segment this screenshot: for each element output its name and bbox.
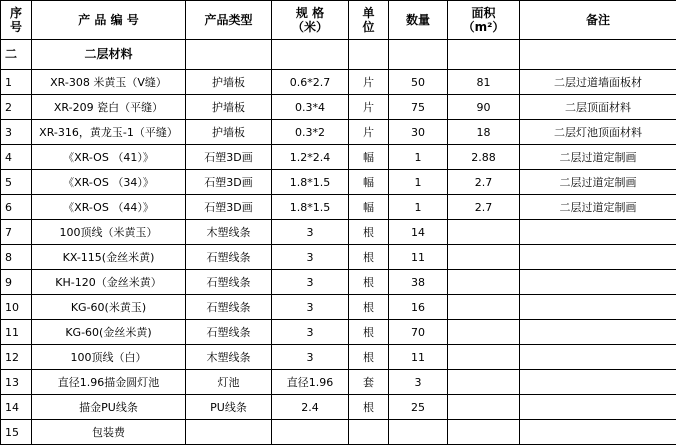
cell-quantity: 1 (389, 145, 448, 170)
cell-unit: 片 (349, 70, 389, 95)
cell-product-code: 100顶线（白） (32, 345, 186, 370)
header-spec: 规 格 （米） (272, 1, 349, 40)
cell-product-type: 灯池 (186, 370, 272, 395)
cell-quantity: 30 (389, 120, 448, 145)
cell-product-code: 直径1.96描金圆灯池 (32, 370, 186, 395)
cell-unit: 根 (349, 320, 389, 345)
cell-product-code: 《XR-OS （44）》 (32, 195, 186, 220)
cell-area (448, 395, 520, 420)
table-row (1, 345, 676, 370)
section-row (1, 40, 676, 70)
cell-unit: 根 (349, 345, 389, 370)
table-row (1, 245, 676, 270)
table-row (1, 95, 676, 120)
header-area: 面积 （m²） (448, 1, 520, 40)
cell-remark (520, 270, 676, 295)
cell-product-code: 包装费 (32, 420, 186, 445)
cell-product-code: 《XR-OS （41）》 (32, 145, 186, 170)
header-product-type: 产品类型 (186, 1, 272, 40)
cell-spec: 3 (272, 295, 349, 320)
cell-product-code: XR-316，黄龙玉-1（平缝） (32, 120, 186, 145)
cell-row-index: 11 (1, 320, 32, 345)
cell-spec: 0.6*2.7 (272, 70, 349, 95)
cell-remark (520, 220, 676, 245)
header-quantity: 数量 (389, 1, 448, 40)
cell-remark (520, 345, 676, 370)
cell-area (448, 320, 520, 345)
header-row (1, 1, 676, 40)
cell-row-index: 5 (1, 170, 32, 195)
cell-product-code: KG-60(金丝米黄) (32, 320, 186, 345)
cell-remark (520, 245, 676, 270)
cell-product-code: 《XR-OS （34）》 (32, 170, 186, 195)
header-unit: 单 位 (349, 1, 389, 40)
table-row (1, 145, 676, 170)
cell-quantity: 70 (389, 320, 448, 345)
cell-row-index: 8 (1, 245, 32, 270)
cell-spec: 1.8*1.5 (272, 170, 349, 195)
cell-unit: 幅 (349, 170, 389, 195)
table-row (1, 120, 676, 145)
cell-spec: 1.8*1.5 (272, 195, 349, 220)
cell-quantity: 1 (389, 170, 448, 195)
cell-row-index: 6 (1, 195, 32, 220)
cell-quantity: 50 (389, 70, 448, 95)
cell-spec: 1.2*2.4 (272, 145, 349, 170)
table-row (1, 170, 676, 195)
cell-remark (520, 420, 676, 445)
cell-quantity: 11 (389, 345, 448, 370)
cell-quantity: 11 (389, 245, 448, 270)
cell-product-code: 100顶线（米黄玉） (32, 220, 186, 245)
cell-quantity (389, 420, 448, 445)
cell-remark: 二层过道墙面板材 (520, 70, 676, 95)
cell-spec: 直径1.96 (272, 370, 349, 395)
cell-product-type: 石塑3D画 (186, 195, 272, 220)
cell-area (448, 295, 520, 320)
cell-area: 2.88 (448, 145, 520, 170)
cell-spec: 3 (272, 270, 349, 295)
cell-area: 2.7 (448, 195, 520, 220)
cell-unit: 片 (349, 95, 389, 120)
cell-area: 90 (448, 95, 520, 120)
cell-quantity: 38 (389, 270, 448, 295)
table-row (1, 270, 676, 295)
cell-product-type: 护墙板 (186, 70, 272, 95)
cell-spec: 3 (272, 245, 349, 270)
cell-unit: 根 (349, 270, 389, 295)
cell-row-index: 15 (1, 420, 32, 445)
cell-product-type: 木塑线条 (186, 220, 272, 245)
cell-remark: 二层过道定制画 (520, 195, 676, 220)
cell-product-type: 石塑线条 (186, 270, 272, 295)
cell-product-type (186, 420, 272, 445)
cell-unit: 幅 (349, 195, 389, 220)
cell-product-type: 木塑线条 (186, 345, 272, 370)
cell-row-index: 10 (1, 295, 32, 320)
cell-unit (349, 420, 389, 445)
table-row (1, 70, 676, 95)
cell-unit: 根 (349, 295, 389, 320)
cell-product-type: 护墙板 (186, 95, 272, 120)
cell-quantity: 14 (389, 220, 448, 245)
cell-unit: 幅 (349, 145, 389, 170)
cell-spec: 3 (272, 220, 349, 245)
cell-product-code: KH-120（金丝米黄） (32, 270, 186, 295)
cell-row-index: 4 (1, 145, 32, 170)
cell-remark: 二层顶面材料 (520, 95, 676, 120)
cell-spec: 3 (272, 345, 349, 370)
cell-product-type: PU线条 (186, 395, 272, 420)
cell-area (448, 245, 520, 270)
cell-quantity: 16 (389, 295, 448, 320)
cell-row-index: 2 (1, 95, 32, 120)
cell-remark: 二层灯池顶面材料 (520, 120, 676, 145)
cell-quantity: 1 (389, 195, 448, 220)
table-row (1, 320, 676, 345)
cell-unit: 根 (349, 395, 389, 420)
cell-area (448, 345, 520, 370)
cell-spec: 2.4 (272, 395, 349, 420)
cell-unit: 根 (349, 245, 389, 270)
table-row (1, 420, 676, 445)
header-remark: 备注 (520, 1, 676, 40)
cell-quantity: 25 (389, 395, 448, 420)
cell-product-code: KG-60(米黄玉) (32, 295, 186, 320)
cell-spec: 3 (272, 320, 349, 345)
table-row (1, 370, 676, 395)
cell-remark: 二层过道定制画 (520, 145, 676, 170)
cell-area: 18 (448, 120, 520, 145)
cell-unit: 根 (349, 220, 389, 245)
table-row (1, 395, 676, 420)
cell-quantity: 75 (389, 95, 448, 120)
cell-area: 81 (448, 70, 520, 95)
cell-spec: 0.3*4 (272, 95, 349, 120)
cell-row-index: 9 (1, 270, 32, 295)
cell-row-index: 3 (1, 120, 32, 145)
cell-area (448, 220, 520, 245)
cell-product-type: 石塑线条 (186, 245, 272, 270)
cell-product-type: 石塑线条 (186, 295, 272, 320)
cell-product-type: 石塑3D画 (186, 145, 272, 170)
cell-area (448, 370, 520, 395)
cell-product-code: 描金PU线条 (32, 395, 186, 420)
cell-row-index: 14 (1, 395, 32, 420)
table-row (1, 220, 676, 245)
section-index: 二 (1, 40, 32, 70)
cell-row-index: 7 (1, 220, 32, 245)
table-row (1, 295, 676, 320)
cell-product-code: XR-308 米黄玉（V缝） (32, 70, 186, 95)
cell-spec (272, 420, 349, 445)
cell-unit: 片 (349, 120, 389, 145)
cell-remark (520, 295, 676, 320)
cell-product-code: XR-209 瓷白（平缝） (32, 95, 186, 120)
header-index: 序 号 (1, 1, 32, 40)
cell-quantity: 3 (389, 370, 448, 395)
cell-unit: 套 (349, 370, 389, 395)
cell-remark (520, 320, 676, 345)
cell-area (448, 270, 520, 295)
table-row (1, 195, 676, 220)
cell-row-index: 1 (1, 70, 32, 95)
cell-product-type: 石塑3D画 (186, 170, 272, 195)
cell-area: 2.7 (448, 170, 520, 195)
cell-product-type: 石塑线条 (186, 320, 272, 345)
cell-remark (520, 395, 676, 420)
cell-product-type: 护墙板 (186, 120, 272, 145)
section-title: 二层材料 (32, 40, 186, 70)
cell-spec: 0.3*2 (272, 120, 349, 145)
cell-remark: 二层过道定制画 (520, 170, 676, 195)
cell-area (448, 420, 520, 445)
header-product-code: 产 品 编 号 (32, 1, 186, 40)
cell-row-index: 13 (1, 370, 32, 395)
cell-row-index: 12 (1, 345, 32, 370)
cell-remark (520, 370, 676, 395)
cell-product-code: KX-115(金丝米黄) (32, 245, 186, 270)
